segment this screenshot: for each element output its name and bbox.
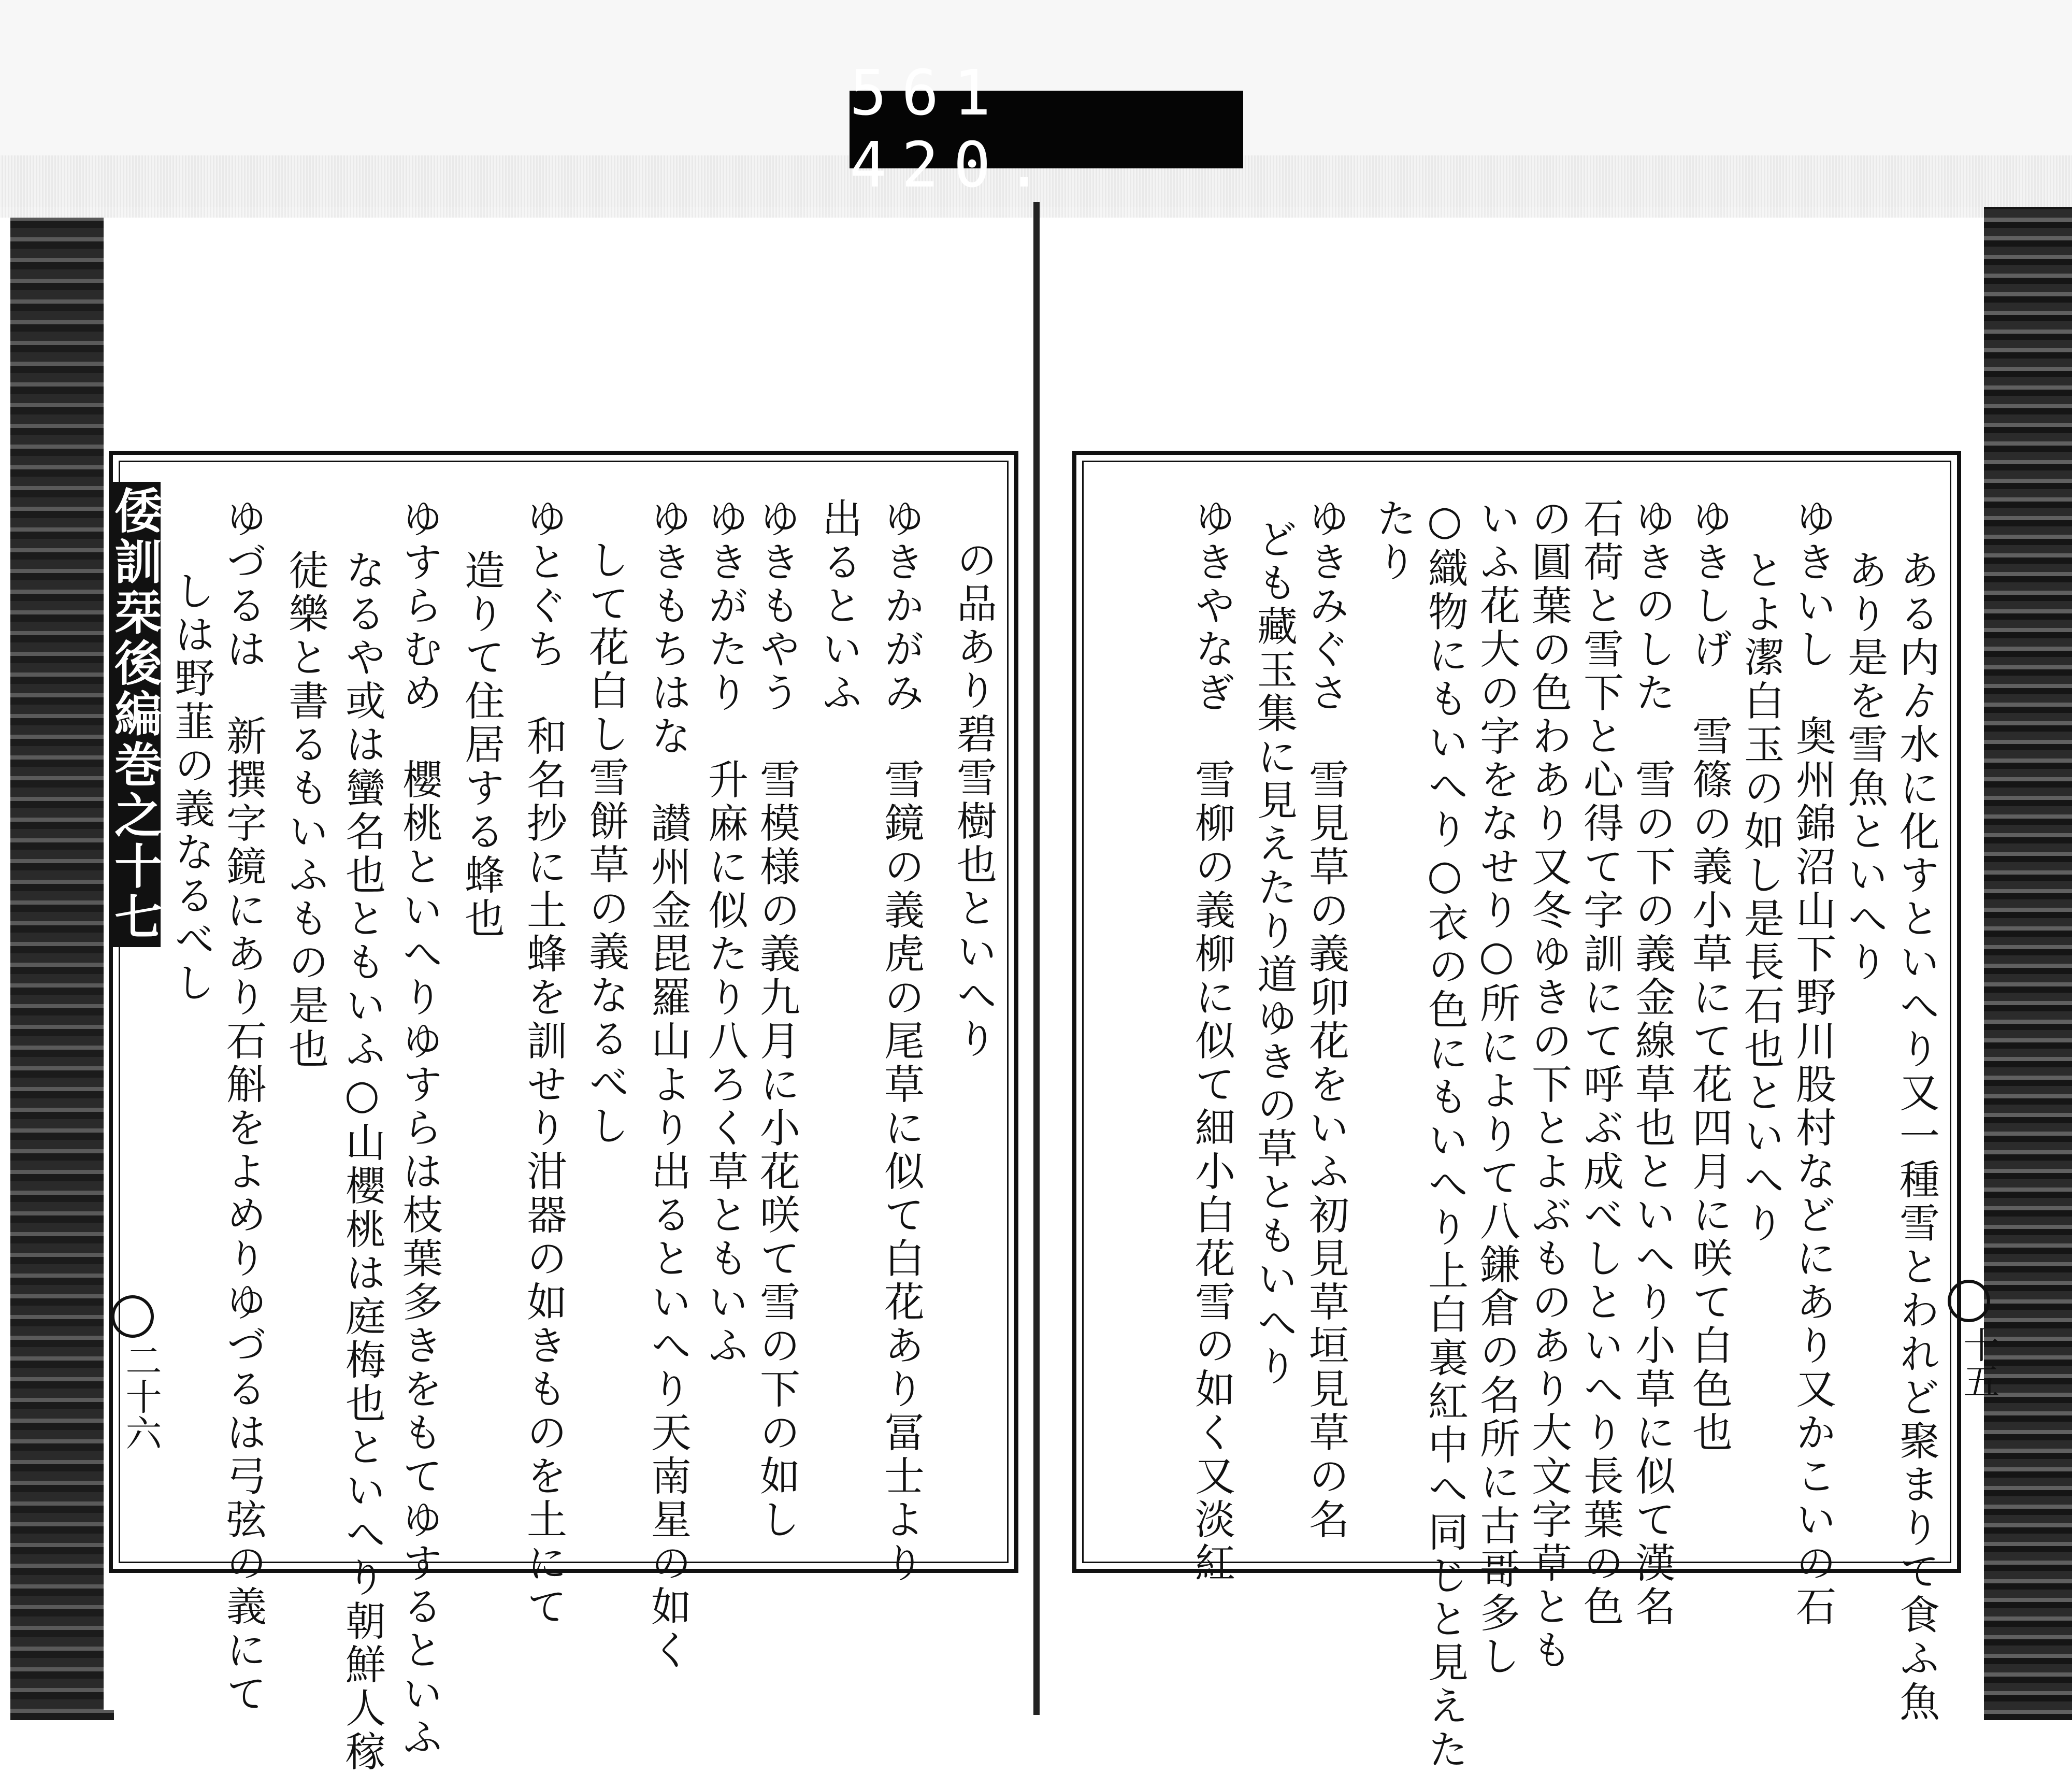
right-col-11: たり [1370, 497, 1416, 584]
left-col-5: ゆきがたり 升麻に似たり八ろく草ともいふ [701, 497, 748, 1368]
right-col-13: ども藏玉集に見えたり道ゆきの草ともいへり [1250, 518, 1297, 1389]
right-col-4: とよ潔白玉の如し是長石也といへり [1737, 549, 1784, 1246]
archive-number: 561 420. [850, 58, 1057, 202]
left-folio: 二十六 [120, 1342, 162, 1451]
right-col-6: ゆきのした 雪の下の義金線草也といへり小草に似て漢名 [1629, 497, 1675, 1629]
left-col-4: ゆきもやう 雪模様の義九月に小花咲て雪の下の如し [753, 497, 800, 1542]
archive-label [850, 58, 1243, 202]
right-col-5: ゆきしげ 雪篠の義小草にて花四月に咲て白色也 [1686, 497, 1732, 1455]
left-col-10: ゆすらむめ 櫻桃といへりゆすらは枝葉多きをもてゆするといふ [396, 497, 442, 1759]
book-title: 倭訓栞後編巻之十七 [109, 482, 161, 947]
left-col-1: の品あり碧雪樹也といへり [950, 539, 997, 1061]
right-book-edge [1984, 207, 2072, 1720]
left-col-9: 造りて住居する蜂也 [458, 549, 505, 941]
right-col-10: ○織物にもいへり○衣の色にもいへり上白裏紅中へ同じと見えた [1421, 497, 1468, 1772]
left-col-7: して花白し雪餅草の義なるべし [582, 539, 629, 1148]
right-col-14: ゆきやなぎ 雪柳の義柳に似て細小白花雪の如く又淡紅 [1188, 497, 1235, 1585]
left-col-12: 徒樂と書るもいふもの是也 [282, 549, 328, 1071]
book-gutter [1033, 202, 1040, 1715]
left-col-3: 出るといふ [815, 497, 862, 715]
right-col-3: ゆきいし 奥州錦沼山下野川股村などにあり又かこいの石 [1789, 497, 1836, 1629]
right-col-8: の圓葉の色わあり又冬ゆきの下とよぶものあり大文字草とも [1525, 497, 1572, 1672]
left-col-14: しは野韮の義なるべし [168, 570, 214, 1005]
folio-circle-left [111, 1295, 154, 1338]
right-col-7: 石荷と雪下と心得て字訓にて呼ぶ成べしといへり長葉の色 [1577, 497, 1623, 1629]
left-col-11: なるや或は蠻名也ともいふ○山櫻桃は庭梅也といへり朝鮮人稼 [339, 549, 385, 1774]
left-col-2: ゆきかがみ 雪鏡の義虎の尾草に似て白花あり冨士より [877, 497, 924, 1585]
right-col-9: いふ花大の字をなせり○所によりて八鎌倉の名所に古哥多し [1473, 497, 1520, 1679]
right-folio: 十五 [1958, 1326, 2000, 1399]
left-col-8: ゆとぐち 和名抄に土蜂を訓せり泔器の如きものを土にて [520, 497, 567, 1629]
right-col-2: あり是を雪魚といへり [1841, 549, 1888, 984]
right-col-12: ゆきみぐさ 雪見草の義卯花をいふ初見草垣見草の名 [1302, 497, 1349, 1542]
folio-circle-right [1948, 1280, 1990, 1322]
left-col-13: ゆづるは 新撰字鏡にあり石斛をよめりゆづるは弓弦の義にて [220, 497, 266, 1716]
left-col-6: ゆきもちはな 讃州金毘羅山より出るといへり天南星の如く [644, 497, 691, 1672]
right-col-1: ある内ゟ水に化すといへり又一種雪とわれど聚まりて食ふ魚 [1893, 549, 1939, 1724]
left-book-edge [10, 218, 114, 1720]
